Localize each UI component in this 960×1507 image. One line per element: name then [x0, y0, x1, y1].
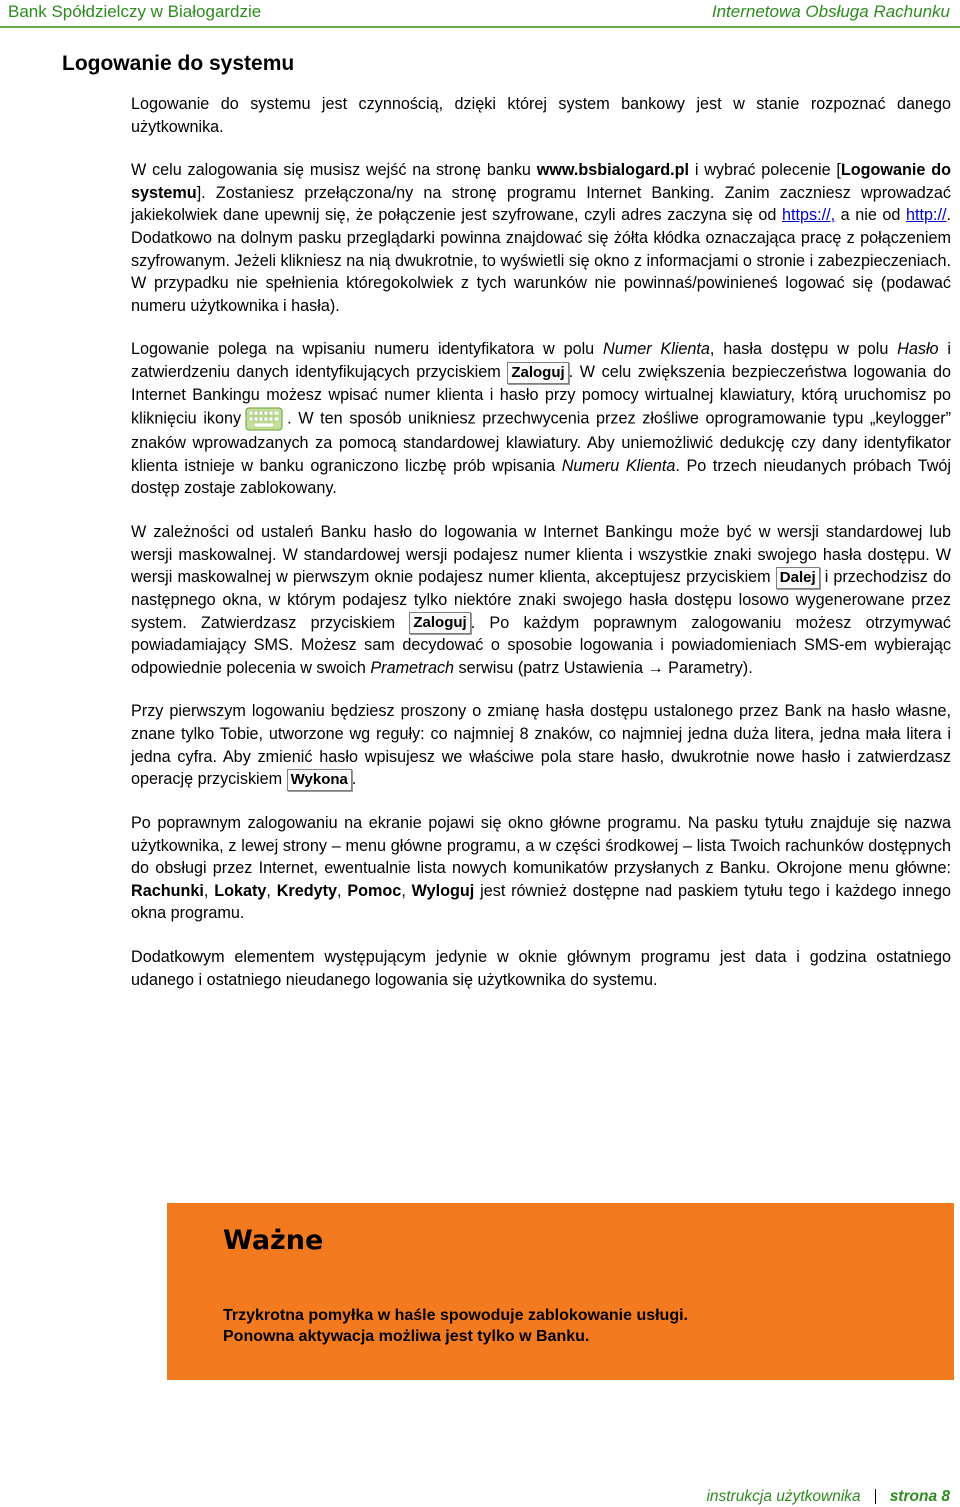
- footer-divider: [875, 1489, 876, 1504]
- paragraph-credentials: [131, 338, 951, 500]
- https-link[interactable]: https://,: [782, 206, 836, 225]
- text: . W celu zwiększenia bezpieczeństwa logowania do Internet Bankingu możesz wpisać numer klienta i hasło przy pomocy wirtualnej klawiatury, którą uruchomisz po kliknięciu ikony: [131, 362, 951, 428]
- menu-item-rachunki: Rachunki: [131, 881, 204, 900]
- text: ,: [401, 881, 412, 900]
- field-name-haslo: Hasło: [897, 340, 939, 359]
- section-title: Logowanie do systemu: [62, 52, 295, 75]
- text: serwisu (patrz Ustawienia → Parametry).: [454, 658, 753, 677]
- text: . Po trzech nieudanych próbach Twój dostęp zostaje zablokowany.: [131, 456, 951, 498]
- text: jest również dostępne nad paskiem tytułu tego i każdego innego okna programu.: [131, 881, 951, 923]
- paragraph-password-change: [131, 700, 951, 791]
- field-name-numeru-klienta: Numeru Klienta: [561, 456, 676, 475]
- important-line-1: Trzykrotna pomyłka w haśle spowoduje zablokowanie usługi.: [223, 1307, 688, 1324]
- menu-item-wyloguj: Wyloguj: [411, 881, 475, 900]
- paragraph-main-window: [131, 812, 951, 925]
- text: ]. Zostaniesz przełączona/ny na stronę programu Internet Banking. Zanim zaczniesz wprowadzać jakiekolwiek dane upewnij się, że połączenie jest szyfrowane, czyli adres zaczyna się od: [131, 183, 951, 225]
- zaloguj-button[interactable]: Zaloguj: [507, 362, 568, 384]
- zaloguj-button[interactable]: Zaloguj: [409, 612, 470, 634]
- paragraph-last-login: Dodatkowym elementem występującym jedynie w oknie głównym programu jest data i godzina ostatniego udanego i ostatniego nieudanego logowania się użytkownika do systemu.: [131, 947, 951, 989]
- footer-label: instrukcja użytkownika: [706, 1488, 861, 1505]
- text: i zatwierdzeniu danych identyfikujących przyciskiem: [131, 340, 951, 381]
- text: a nie od: [835, 206, 906, 225]
- keyboard-icon[interactable]: [245, 406, 283, 432]
- page-number: strona 8: [889, 1488, 950, 1505]
- text: ,: [266, 881, 277, 900]
- text: W zależności od ustaleń Banku hasło do logowania w Internet Bankingu może być w wersji standardowej lub wersji maskowalnej. W standardowej wersji podajesz numer klienta i wszystkie znaki swojego hasła dostępu. W wersji maskowalnej w pierwszym oknie podajesz numer klienta, akceptujesz przyciskiem: [131, 523, 951, 587]
- important-line-2: Ponowna aktywacja możliwa jest tylko w Banku.: [223, 1328, 590, 1345]
- main-content: [131, 93, 951, 1012]
- dalej-button[interactable]: Dalej: [776, 567, 820, 589]
- text: i przechodzisz do następnego okna, w którym podajesz tylko niektóre znaki swojego hasła dostępu losowo wygenerowane przez system. Zatwierdzasz przyciskiem: [131, 568, 951, 632]
- text: i wybrać polecenie [: [689, 161, 841, 180]
- text: . Dodatkowo na dolnym pasku przeglądarki powinna znajdować się żółta kłódka oznaczająca pracę z połączeniem szyfrowanym. Jeżeli klikniesz na nią dwukrotnie, to wyświetli się okno z informacjami o stronie i zabezpieczeniach. W przypadku nie spełnienia któregokolwiek z tych warunków nie powinnaś/powinieneś logować się (podawać numeru użytkownika i hasła).: [131, 206, 951, 315]
- page-footer: [706, 1488, 950, 1506]
- text: .: [351, 770, 357, 789]
- menu-item-kredyty: Kredyty: [276, 881, 337, 900]
- bank-name: Bank Spółdzielczy w Białogardzie: [8, 2, 262, 21]
- wykona-button[interactable]: Wykona: [287, 769, 352, 791]
- parameters-term: Prametrach: [370, 658, 455, 677]
- field-name-numer-klienta: Numer Klienta: [603, 340, 710, 359]
- paragraph-intro: Logowanie do systemu jest czynnością, dzięki której system bankowy jest w stanie rozpoznać danego użytkownika.: [131, 95, 951, 136]
- text: , hasła dostępu w polu: [709, 340, 898, 359]
- login-command: Logowanie do systemu: [131, 161, 951, 202]
- text: W celu zalogowania się musisz wejść na stronę banku: [131, 161, 537, 180]
- important-text: [223, 1305, 688, 1347]
- page-header: [0, 0, 960, 28]
- service-name: Internetowa Obsługa Rachunku: [711, 2, 950, 21]
- text: Logowanie polega na wpisaniu numeru identyfikatora w polu: [131, 340, 604, 359]
- text: . Po każdym poprawnym zalogowaniu możesz otrzymywać powiadamiający SMS. Możesz sam decydować o sposobie logowania i powiadomieniach SMS-em wybierając odpowiednie polecenia w swoich: [131, 613, 952, 677]
- important-note-box: [167, 1203, 954, 1380]
- menu-item-lokaty: Lokaty: [214, 881, 267, 900]
- http-link[interactable]: http://: [906, 206, 947, 225]
- paragraph-password-versions: [131, 521, 951, 679]
- bank-website-link[interactable]: www.bsbialogard.pl: [536, 161, 690, 180]
- text: . W ten sposób unikniesz przechwycenia przez złośliwe oprogramowanie typu „keylogger” znaków wprowadzanych za pomocą standardowej klawiatury. Aby uniemożliwić dedukcję czy dany identyfikator klienta istnieje w banku ograniczono liczbę prób wpisania: [131, 409, 951, 475]
- text: ,: [337, 881, 348, 900]
- menu-item-pomoc: Pomoc: [347, 881, 402, 900]
- text: Przy pierwszym logowaniu będziesz proszony o zmianę hasła dostępu ustalonego przez Bank na hasło własne, znane tylko Tobie, utworzone wg reguły: co najmniej 8 znaków, co najmniej jedna duża litera, jedna mała litera i jedna cyfra. Aby zmienić hasło wpisujesz we właściwe pola stare hasło, dwukrotnie nowe hasło i zatwierdzasz operację przyciskiem: [131, 702, 951, 789]
- paragraph-login-steps: [131, 159, 951, 317]
- important-title: Ważne: [223, 1225, 324, 1256]
- text: Po poprawnym zalogowaniu na ekranie pojawi się okno główne programu. Na pasku tytułu znajduje się nazwa użytkownika, z lewej strony – menu główne programu, a w części środkowej – lista Twoich rachunków dostępnych do obsługi przez Internet, ewentualnie lista nowych komunikatów przysłanych z Banku. Okrojone menu główne:: [131, 813, 951, 878]
- text: ,: [203, 881, 215, 900]
